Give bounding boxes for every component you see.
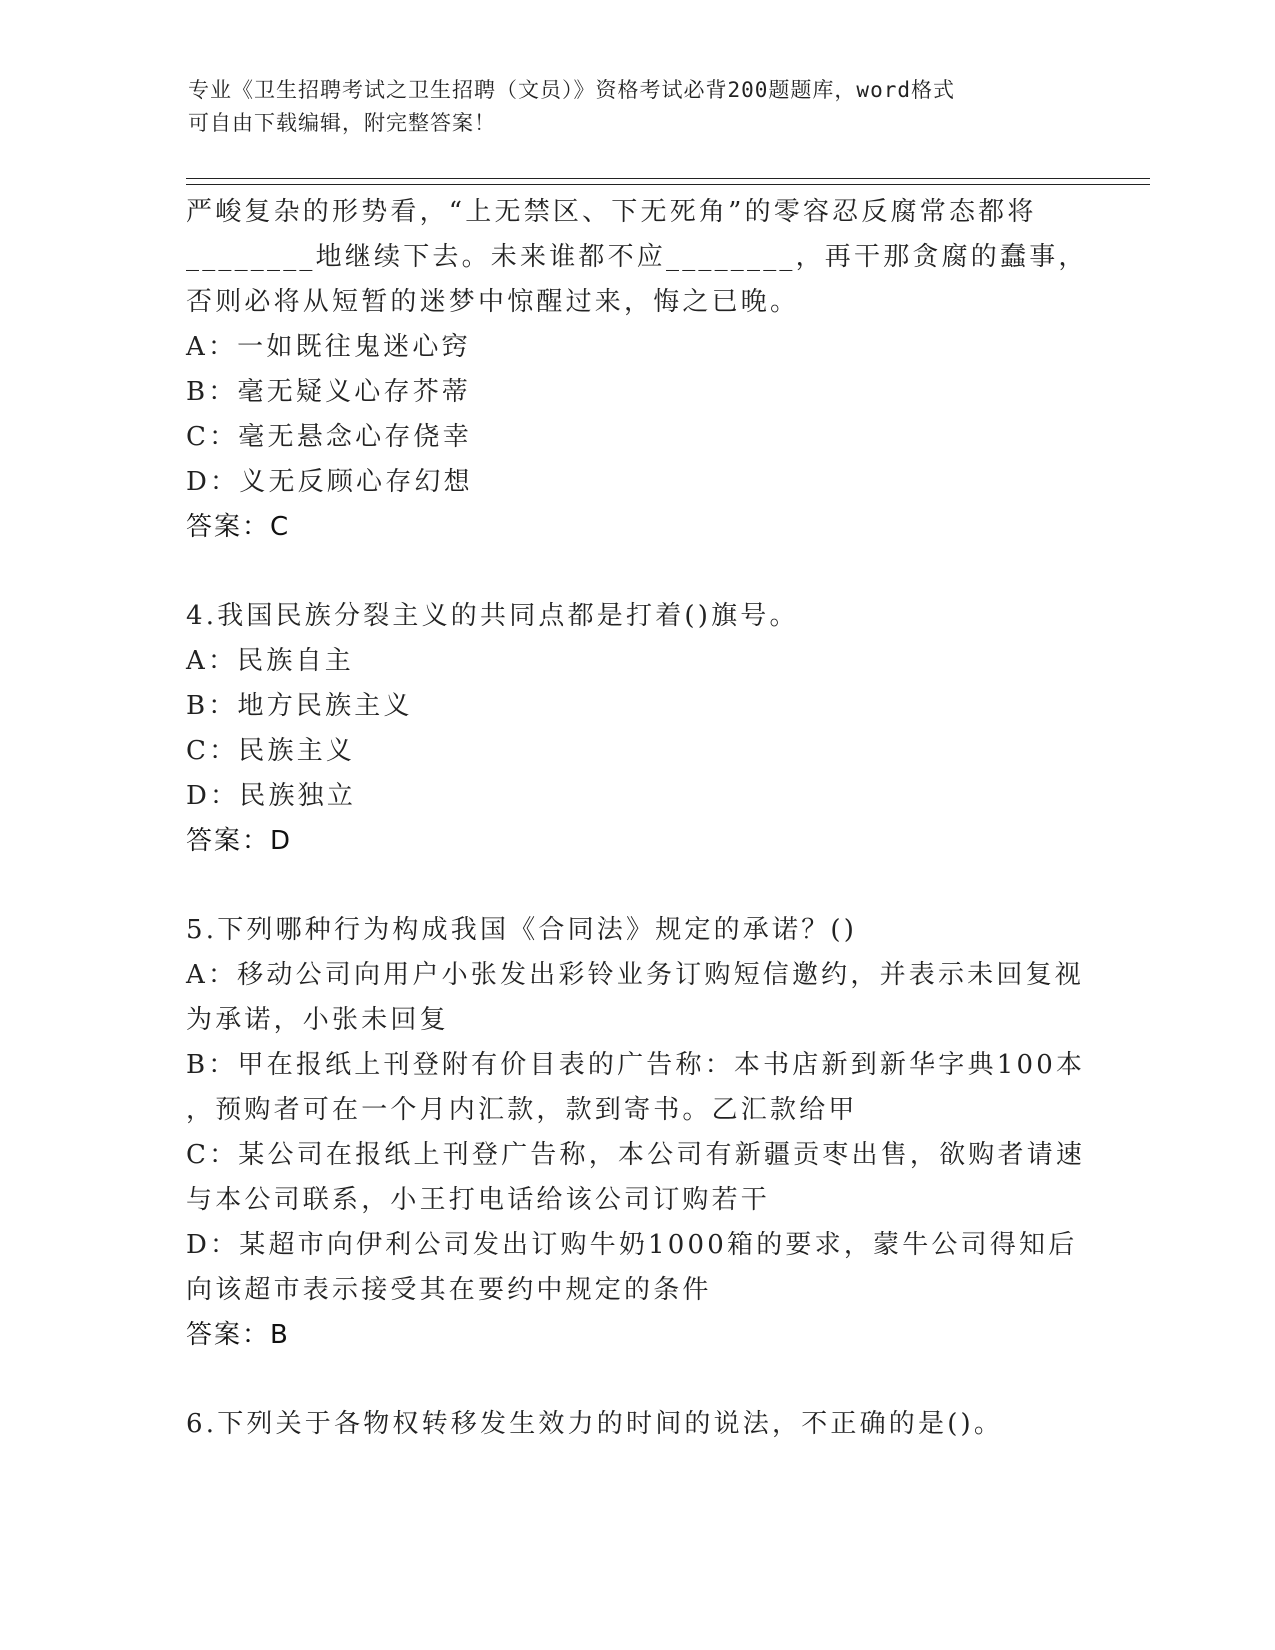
option-b: B：甲在报纸上刊登附有价目表的广告称：本书店新到新华字典100本 — [186, 1050, 1086, 1080]
option-b: B：毫无疑义心存芥蒂 — [186, 377, 472, 407]
question-3 — [186, 190, 1086, 550]
document-header — [188, 74, 1068, 140]
option-a: A：移动公司向用户小张发出彩铃业务订购短信邀约，并表示未回复视 — [186, 960, 1084, 990]
option-d-continued: 向该超市表示接受其在要约中规定的条件 — [186, 1275, 712, 1305]
header-line-2: 可自由下载编辑，附完整答案！ — [188, 111, 496, 135]
option-d: D：民族独立 — [186, 781, 357, 811]
answer-label: 答案：B — [186, 1320, 290, 1350]
option-d: D：义无反顾心存幻想 — [186, 467, 473, 497]
option-b-continued: ，预购者可在一个月内汇款，款到寄书。乙汇款给甲 — [186, 1095, 858, 1125]
answer-label: 答案：D — [186, 826, 293, 856]
option-a: A：民族自主 — [186, 646, 354, 676]
header-divider-bottom — [186, 184, 1150, 185]
header-divider-top — [186, 178, 1150, 179]
question-6 — [186, 1402, 1086, 1447]
header-line-1: 专业《卫生招聘考试之卫生招聘（文员）》资格考试必背200题题库，word格式 — [188, 78, 955, 102]
question-title: 6.下列关于各物权转移发生效力的时间的说法，不正确的是()。 — [186, 1409, 1004, 1439]
option-c-continued: 与本公司联系，小王打电话给该公司订购若干 — [186, 1185, 771, 1215]
option-c: C：毫无悬念心存侥幸 — [186, 422, 472, 452]
question-stem-line: 否则必将从短暂的迷梦中惊醒过来，悔之已晚。 — [186, 287, 800, 317]
question-content — [186, 190, 1086, 1447]
answer-label: 答案：C — [186, 512, 291, 542]
question-title: 5.下列哪种行为构成我国《合同法》规定的承诺？() — [186, 915, 858, 945]
option-b: B：地方民族主义 — [186, 691, 413, 721]
option-a: A：一如既往鬼迷心窍 — [186, 332, 471, 362]
question-stem-line: ________地继续下去。未来谁都不应________，再干那贪腐的蠢事， — [186, 242, 1088, 272]
question-stem-line: 严峻复杂的形势看，“上无禁区、下无死角”的零容忍反腐常态都将 — [186, 197, 1037, 227]
question-4 — [186, 594, 1086, 864]
option-d: D：某超市向伊利公司发出订购牛奶1000箱的要求，蒙牛公司得知后 — [186, 1230, 1078, 1260]
question-5 — [186, 908, 1086, 1358]
option-c: C：某公司在报纸上刊登广告称，本公司有新疆贡枣出售，欲购者请速 — [186, 1140, 1086, 1170]
question-title: 4.我国民族分裂主义的共同点都是打着()旗号。 — [186, 601, 799, 631]
option-a-continued: 为承诺，小张未回复 — [186, 1005, 449, 1035]
option-c: C：民族主义 — [186, 736, 356, 766]
